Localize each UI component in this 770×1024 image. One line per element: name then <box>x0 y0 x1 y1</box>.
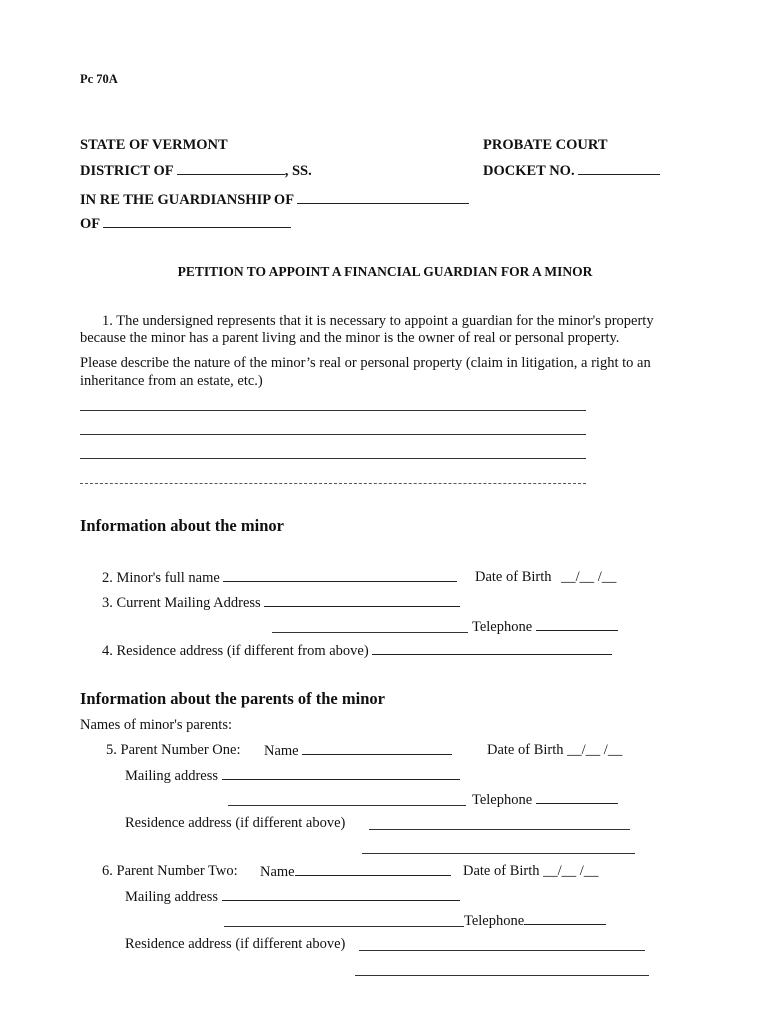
of-line <box>80 214 291 233</box>
parent1-label: 5. Parent Number One: <box>106 742 241 758</box>
of-field[interactable] <box>103 214 291 228</box>
parent1-mailing-label: Mailing address <box>125 768 219 784</box>
docket-field[interactable] <box>578 161 660 175</box>
district-field[interactable] <box>177 161 285 175</box>
parent1-mailing-field-2[interactable] <box>228 805 466 806</box>
minor-name-label: 2. Minor's full name <box>102 570 220 586</box>
parent1-dob-label: Date of Birth <box>487 742 564 758</box>
para1-line2: because the minor has a parent living and the minor is the owner of real or personal property. <box>80 330 620 346</box>
docket-line <box>483 161 660 180</box>
property-description-line-2[interactable] <box>80 434 586 435</box>
parent2-dob-label: Date of Birth <box>463 863 540 879</box>
parent2-name-line <box>260 862 451 881</box>
parent2-telephone-line <box>464 911 606 930</box>
court-label: PROBATE COURT <box>483 137 608 153</box>
minor-dob-line <box>475 568 616 586</box>
minor-mailing-field[interactable] <box>264 593 460 607</box>
parent2-residence-field-2[interactable] <box>355 975 649 976</box>
parent2-dob-field[interactable]: __/__ /__ <box>543 863 599 879</box>
parents-section-heading: Information about the parents of the minor <box>80 689 385 708</box>
parent2-residence-field[interactable] <box>359 950 645 951</box>
guardianship-line <box>80 190 469 209</box>
parent1-residence-label: Residence address (if different above) <box>125 815 346 831</box>
parent1-dob-line <box>487 741 622 759</box>
property-description-line-3[interactable] <box>80 458 586 459</box>
parent1-telephone-line <box>472 790 618 809</box>
para1-line3: Please describe the nature of the minor’s real or personal property (claim in litigation, a right to an <box>80 355 651 371</box>
parent1-residence-field[interactable] <box>369 829 630 830</box>
parent1-residence-field-2[interactable] <box>362 853 635 854</box>
parent2-name-field[interactable] <box>295 862 451 876</box>
minor-mailing-field-2[interactable] <box>272 632 468 633</box>
minor-section-heading: Information about the minor <box>80 516 284 535</box>
minor-dob-field[interactable]: __/__ /__ <box>561 569 617 585</box>
parent1-name-label: Name <box>264 743 299 759</box>
minor-residence-field[interactable] <box>372 641 612 655</box>
property-description-line-1[interactable] <box>80 410 586 411</box>
para1-line4: inheritance from an estate, etc.) <box>80 373 263 389</box>
district-line <box>80 161 312 180</box>
para1-line1: 1. The undersigned represents that it is necessary to appoint a guardian for the minor's property <box>102 313 654 329</box>
property-description-line-4[interactable] <box>80 483 586 484</box>
parent2-residence-label: Residence address (if different above) <box>125 936 346 952</box>
parent2-telephone-label: Telephone <box>464 913 525 929</box>
parents-names-label: Names of minor's parents: <box>80 717 233 733</box>
parent2-mailing-line <box>125 887 460 906</box>
parent1-mailing-field[interactable] <box>222 766 460 780</box>
parent2-telephone-field[interactable] <box>524 911 606 925</box>
minor-mailing-line <box>102 593 460 612</box>
parent2-residence-line <box>125 935 345 953</box>
minor-residence-line <box>102 641 612 660</box>
parent2-name-label: Name <box>260 864 295 880</box>
parent1-name-field[interactable] <box>302 741 452 755</box>
parent1-dob-field[interactable]: __/__ /__ <box>567 742 623 758</box>
minor-name-line <box>102 568 457 587</box>
parent2-mailing-field-2[interactable] <box>224 926 464 927</box>
parent1-telephone-field[interactable] <box>536 790 618 804</box>
minor-telephone-field[interactable] <box>536 617 618 631</box>
state-label: STATE OF VERMONT <box>80 137 228 153</box>
minor-dob-label: Date of Birth <box>475 569 552 585</box>
minor-telephone-line <box>472 617 618 636</box>
parent1-name-line <box>264 741 452 760</box>
parent2-mailing-field[interactable] <box>222 887 460 901</box>
guardianship-label: IN RE THE GUARDIANSHIP OF <box>80 192 294 208</box>
parent1-mailing-line <box>125 766 460 785</box>
guardianship-field[interactable] <box>297 190 469 204</box>
parent1-telephone-label: Telephone <box>472 792 533 808</box>
parent2-label: 6. Parent Number Two: <box>102 863 238 879</box>
of-label: OF <box>80 216 100 232</box>
docket-label: DOCKET NO. <box>483 163 575 179</box>
parent2-dob-line <box>463 862 598 880</box>
parent2-mailing-label: Mailing address <box>125 889 219 905</box>
minor-residence-label: 4. Residence address (if different from above) <box>102 643 369 659</box>
minor-mailing-label: 3. Current Mailing Address <box>102 595 261 611</box>
minor-name-field[interactable] <box>223 568 457 582</box>
minor-telephone-label: Telephone <box>472 619 533 635</box>
parent1-residence-line <box>125 814 345 832</box>
district-label: DISTRICT OF <box>80 163 174 179</box>
district-suffix: , SS. <box>284 163 312 179</box>
form-code: Pc 70A <box>80 72 118 86</box>
document-title: PETITION TO APPOINT A FINANCIAL GUARDIAN FOR A MINOR <box>177 264 593 279</box>
